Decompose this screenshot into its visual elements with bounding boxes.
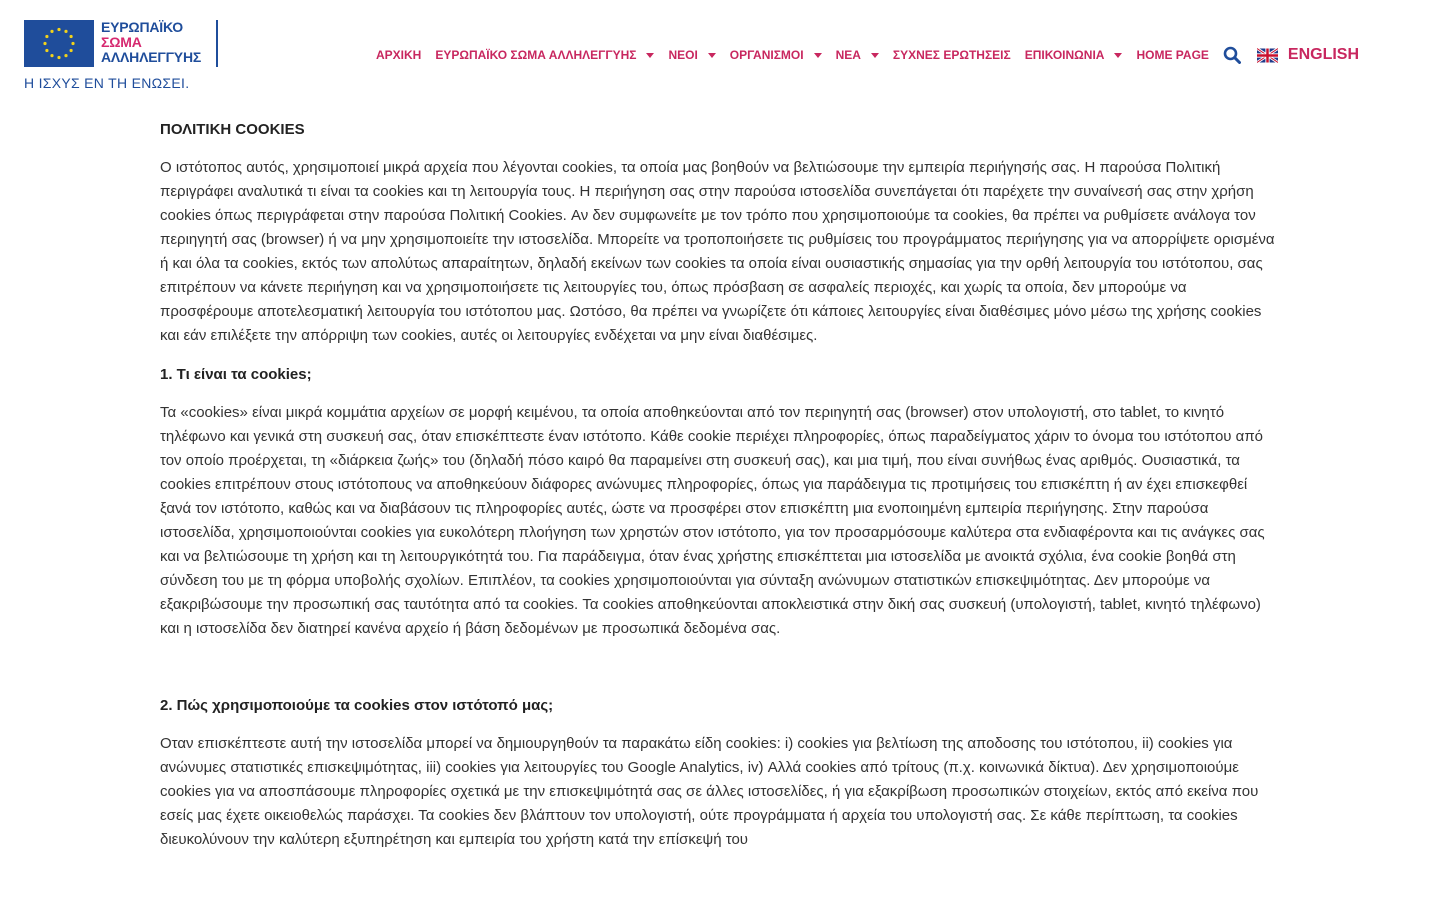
section-2-heading: 2. Πώς χρησιμοποιούμε τα cookies στον ιστότοπό μας;: [160, 697, 554, 714]
caret-down-icon: [708, 53, 716, 58]
section-2-paragraph: Οταν επισκέπτεστε αυτή την ιστοσελίδα μπορεί να δημιουργηθούν τα παρακάτω είδη cookies: i) cookies για βελτίωση της αποδοσης του ιστότοπου, ii) cookies για ανώνυμες στατιστικές επισκεψιμότητας, iii) cookies για λειτουργίες του Google Analytics, iv) Αλλά cookies από τρίτους (π.χ. κοινωνικά δίκτυα). Δεν χρησιμοποιούμε cookies για να αποσπάσουμε πληροφορίες σχετικά με την επισκεψιμότητά σας σε άλλες ιστοσελίδες, ή για εξακρίβωση προσωπικών στοιχείων, εκτός από εκείνα που εσείς μας έχετε οικειοθελώς παράσχει. Τα cookies δεν βλάπτουν τον υπολογιστή, ούτε προγράμματα ή αρχεία του υπολογιστή σας. Σε κάθε περίπτωση, τα cookies διευκολύνουν την καλύτερη εξυπηρέτηση και εμπειρία του χρήστη κατά την επίσκεψή του: [160, 735, 1259, 848]
nav-item-contact[interactable]: [1025, 48, 1123, 62]
site-header: [0, 0, 1440, 105]
logo-name-line-1: ΕΥΡΩΠΑΪΚΟ: [101, 19, 183, 35]
language-label: ENGLISH: [1287, 46, 1360, 63]
logo-name-line-2: ΣΩΜΑ: [101, 34, 142, 50]
nav-item-news[interactable]: [836, 48, 879, 62]
section-1-paragraph: Τα «cookies» είναι μικρά κομμάτια αρχείων σε μορφή κειμένου, τα οποία αποθηκεύονται από τον περιηγητή σας (browser) στον υπολογιστή, στο tablet, το κινητό τηλέφωνο και γενικά στη συσκευή σας, όταν επισκέπτεστε έναν ιστότοπο. Κάθε cookie περιέχει πληροφορίες, όπως παραδείγματος χάριν το όνομα του ιστότοπου από τον οποίο προέρχεται, τη «διάρκεια ζωής» του (δηλαδή πόσο καιρό θα παραμείνει στη συσκευή σας), και μια τιμή, που είναι συνήθως ένας αριθμός. Ουσιαστικά, τα cookies επιτρέπουν στους ιστότοπους να αποθηκεύουν διάφορες ανώνυμες πληροφορίες, όπως για παράδειγμα τις προτιμήσεις του επισκέπτη ή αν έχει επισκεφθεί ξανά τον ιστότοπο, καθώς και να διαβάσουν τις πληροφορίες αυτές, ώστε να προσφέρει στον επισκέπτη μια ενοποιημένη εμπειρία περιήγησης. Στην παρούσα ιστοσελίδα, χρησιμοποιούνται cookies για ευκολότερη πλοήγηση των χρηστών στον ιστότοπο, για τον προσαρμόσουμε καλύτερα στα ενδιαφέροντα και τις ανάγκες σας και να βελτιώσουμε τη χρήση και τη λειτουργικότητά του. Για παράδειγμα, όταν ένας χρήστης επισκέπτεται μια ιστοσελίδα με ανοικτά σχόλια, ένα cookie βοηθά στη σύνδεση του με τη φόρμα υποβολής σχολίων. Επιπλέον, τα cookies χρησιμοποιούνται για σύνταξη ανώνυμων στατιστικών επισκεψιμότητας. Δεν μπορούμε να εξακριβώσουμε την προσωπική σας ταυτότητα από τα cookies. Τα cookies αποθηκεύονται αποκλειστικά στην δική σας συσκευή (υπολογιστή, tablet, κινητό τηλέφωνο) και η ιστοσελίδα δεν διατηρεί κανένα αρχείο ή βάση δεδομένων με προσωπικά δεδομένα σας.: [160, 404, 1265, 637]
logo-name-line-3: ΑΛΛΗΛΕΓΓΥΗΣ: [101, 49, 202, 65]
logo-wordmark: [101, 20, 221, 65]
cookie-policy-content: [160, 118, 1280, 852]
nav-item-home[interactable]: [376, 48, 421, 62]
nav-item-label: ΕΥΡΩΠΑΪΚΟ ΣΩΜΑ ΑΛΛΗΛΕΓΓΥΗΣ: [435, 48, 637, 62]
eu-flag-icon: [24, 20, 94, 67]
page-title: ΠΟΛΙΤΙΚΗ COOKIES: [160, 121, 305, 138]
nav-item-youth[interactable]: [668, 48, 715, 62]
logo-divider: [216, 20, 218, 67]
site-logo[interactable]: [24, 20, 224, 92]
section-1-heading: 1. Τι είναι τα cookies;: [160, 366, 312, 383]
nav-item-organisations[interactable]: [730, 48, 822, 62]
language-switch-english[interactable]: [1257, 46, 1359, 64]
nav-item-faq[interactable]: [893, 48, 1011, 62]
nav-item-home-page[interactable]: [1136, 48, 1208, 62]
nav-item-label: ΝΕΑ: [835, 48, 861, 62]
caret-down-icon: [871, 53, 879, 58]
nav-item-label: HOME PAGE: [1136, 48, 1209, 62]
nav-item-label: ΟΡΓΑΝΙΣΜΟΙ: [729, 48, 804, 62]
caret-down-icon: [814, 53, 822, 58]
nav-item-label: ΝΕΟΙ: [668, 48, 698, 62]
intro-paragraph: Ο ιστότοπος αυτός, χρησιμοποιεί μικρά αρχεία που λέγονται cookies, τα οποία μας βοηθούν να βελτιώσουμε την εμπειρία περιήγησής σας. Η παρούσα Πολιτική περιγράφει αναλυτικά τι είναι τα cookies και τη λειτουργία τους. Η περιήγηση σας στην παρούσα ιστοσελίδα συνεπάγεται ότι παρέχετε την συναίνεσή σας στην χρήση cookies όπως περιγράφεται στην παρούσα Πολιτική Cookies. Αν δεν συμφωνείτε με τον τρόπο που χρησιμοποιούμε τα cookies, θα πρέπει να ρυθμίσετε ανάλογα τον περιηγητή σας (browser) ή να μην χρησιμοποιείτε την ιστοσελίδα. Μπορείτε να τροποποιήσετε τις ρυθμίσεις του προγράμματος περιήγησης για να απορρίψετε ορισμένα ή και όλα τα cookies, εκτός των απολύτως απαραίτητων, δηλαδή εκείνων των cookies τα οποία είναι ουσιαστικής σημασίας για την ορθή λειτουργία του ιστότοπου, σας επιτρέπουν να κάνετε περιήγηση και να χρησιμοποιήσετε τις λειτουργίες του, όπως πρόσβαση σε ασφαλείς περιοχές, και χωρίς τα οποία, δεν μπορούμε να προσφέρουμε αποτελεσματική λειτουργία του ιστότοπου μας. Ωστόσο, θα πρέπει να γνωρίζετε ότι κάποιες λειτουργίες είναι διαθέσιμες μόνο μέσω της χρήσης cookies και εάν επιλέξετε την απόρριψη των cookies, αυτές οι λειτουργίες ενδέχεται να μην είναι διαθέσιμες.: [160, 159, 1275, 344]
caret-down-icon: [646, 53, 654, 58]
logo-tagline: Η ΙΣΧΥΣ ΕΝ ΤΗ ΕΝΩΣΕΙ.: [24, 75, 190, 91]
nav-item-label: ΕΠΙΚΟΙΝΩΝΙΑ: [1024, 48, 1105, 62]
search-icon[interactable]: [1223, 46, 1241, 64]
nav-item-label: ΣΥΧΝΕΣ ΕΡΩΤΗΣΕΙΣ: [892, 48, 1011, 62]
uk-flag-icon: [1257, 48, 1278, 63]
caret-down-icon: [1114, 53, 1122, 58]
main-nav: [376, 38, 1359, 72]
nav-item-european-solidarity-corps[interactable]: [435, 48, 654, 62]
nav-item-label: ΑΡΧΙΚΗ: [376, 48, 422, 62]
